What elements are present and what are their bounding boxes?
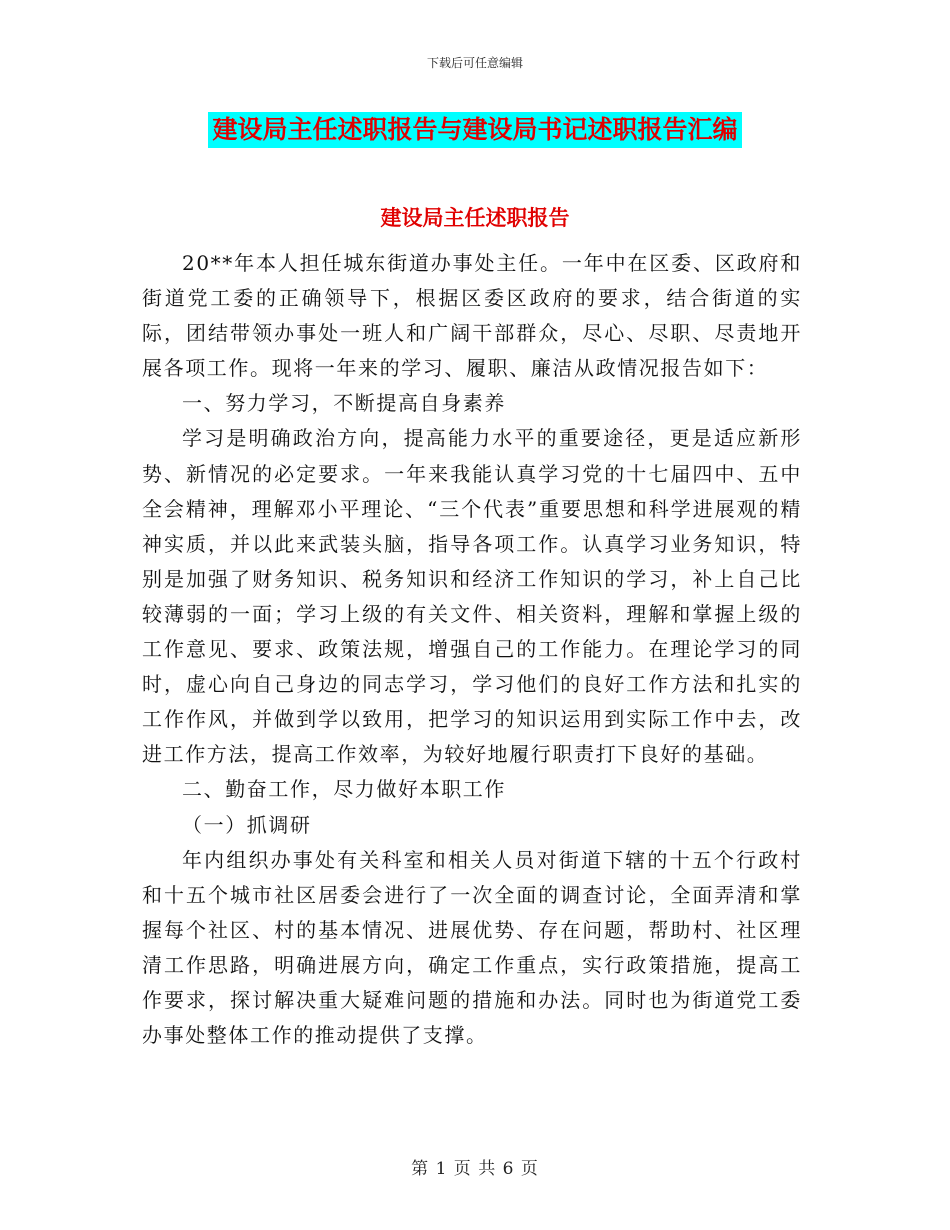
document-title-text: 建设局主任述职报告与建设局书记述职报告汇编 — [208, 112, 741, 148]
document-title — [0, 112, 950, 148]
document-body — [142, 246, 802, 1053]
subsection-heading: （一）抓调研 — [182, 812, 312, 837]
paragraph: 学习是明确政治方向，提高能力水平的重要途径，更是适应新形势、新情况的必定要求。一年来我能认真学习党的十七届四中、五中全会精神，理解邓小平理论、“三个代表”重要思想和科学进展观的精神实质，并以此来武装头脑，指导各项工作。认真学习业务知识，特别是加强了财务知识、税务知识和经济工作知识的学习，补上自己比较薄弱的一面；学习上级的有关文件、相关资料，理解和掌握上级的工作意见、要求、政策法规，增强自己的工作能力。在理论学习的同时，虚心向自己身边的同志学习，学习他们的良好工作方法和扎实的工作作风，并做到学以致用，把学习的知识运用到实际工作中去，改进工作方法，提高工作效率，为较好地履行职责打下良好的基础。 — [142, 426, 802, 767]
page-footer: 第 1 页 共 6 页 — [411, 1159, 539, 1179]
section-title: 建设局主任述职报告 — [380, 205, 570, 230]
section-heading: 二、勤奋工作，尽力做好本职工作 — [182, 777, 506, 802]
header-note: 下载后可任意编辑 — [426, 56, 523, 70]
paragraph: 20**年本人担任城东街道办事处主任。一年中在区委、区政府和街道党工委的正确领导下，根据区委区政府的要求，结合街道的实际，团结带领办事处一班人和广阔干部群众，尽心、尽职、尽责地开展各项工作。现将一年来的学习、履职、廉洁从政情况报告如下： — [142, 251, 802, 381]
section-heading: 一、努力学习，不断提高自身素养 — [182, 391, 506, 416]
paragraph: 年内组织办事处有关科室和相关人员对街道下辖的十五个行政村和十五个城市社区居委会进行了一次全面的调查讨论，全面弄清和掌握每个社区、村的基本情况、进展优势、存在问题，帮助村、社区理清工作思路，明确进展方向，确定工作重点，实行政策措施，提高工作要求，探讨解决重大疑难问题的措施和办法。同时也为街道党工委办事处整体工作的推动提供了支撑。 — [142, 847, 802, 1048]
